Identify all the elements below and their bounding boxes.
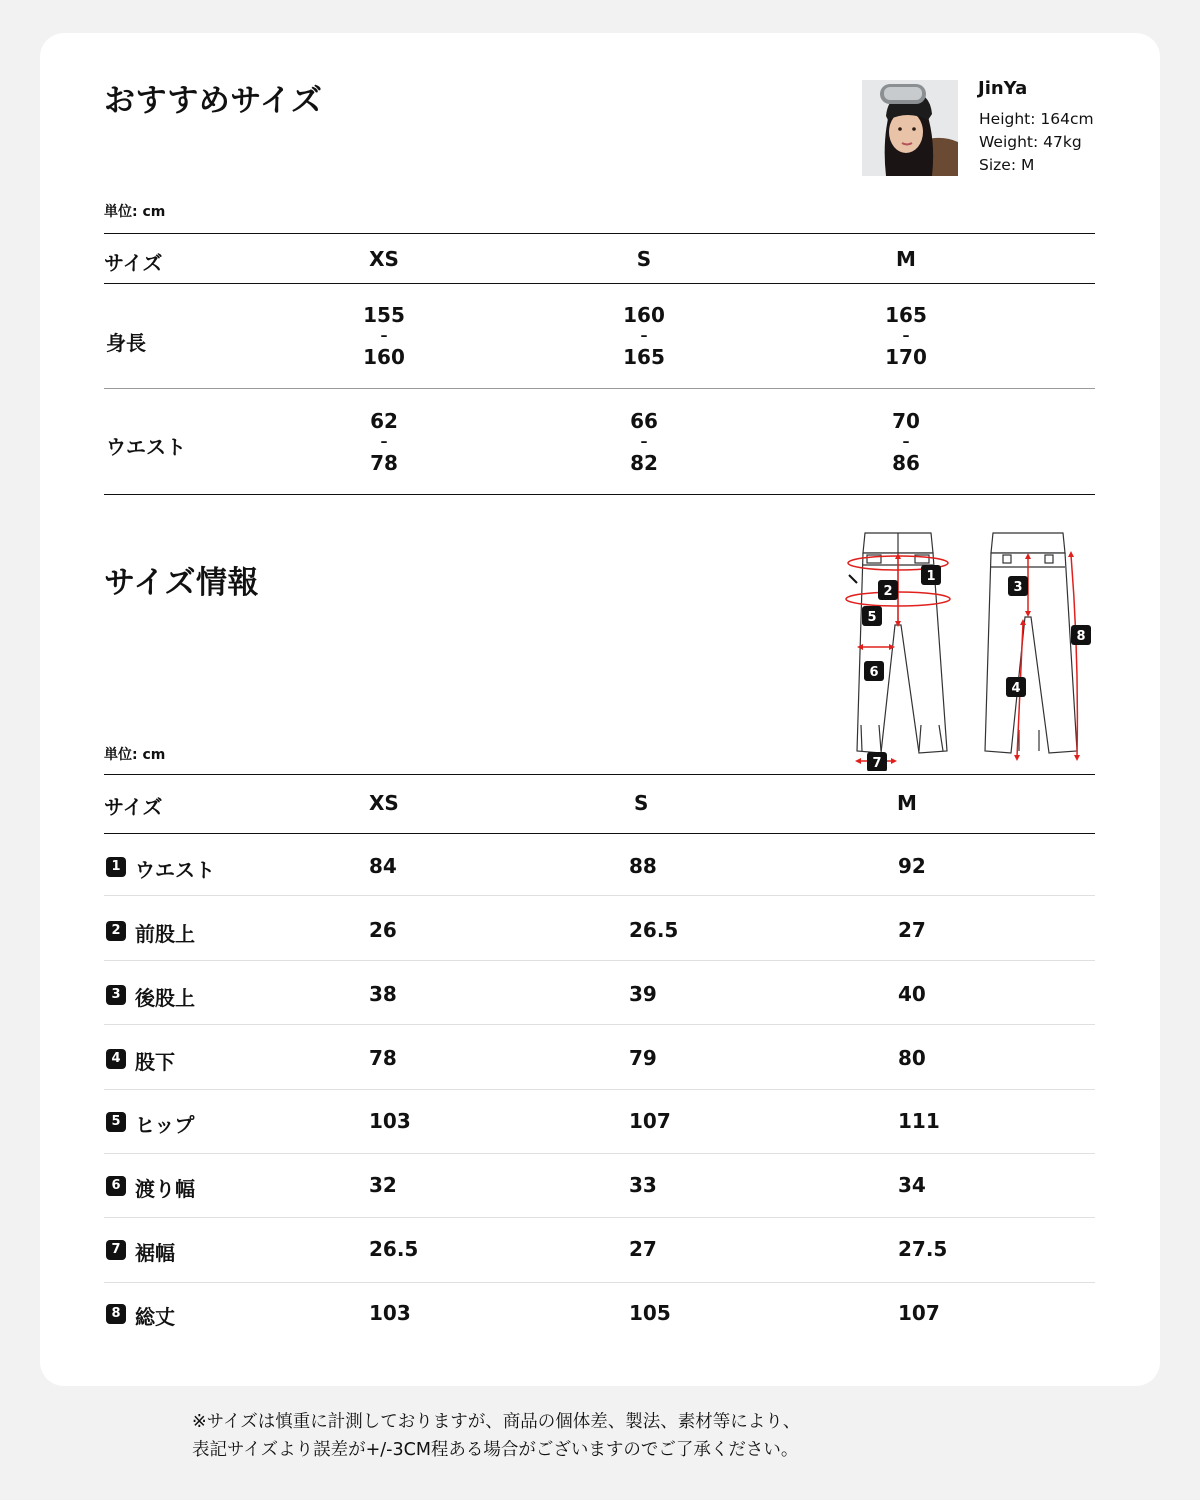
number-7-badge-icon: 7 [106,1240,126,1260]
value-s: 79 [629,1046,657,1070]
model-name: JinYa [978,78,1028,99]
pants-front-diagram [835,525,965,771]
value-xs: 103 [369,1301,411,1325]
value-s: 27 [629,1237,657,1261]
divider [104,233,1095,234]
height-range-m [885,305,927,368]
row-label-hip [106,1109,194,1138]
divider [104,833,1095,834]
range-dash: – [902,434,910,450]
divider [104,283,1095,284]
range-min: 155 [363,303,405,327]
number-3-badge-icon: 3 [106,985,126,1005]
range-max: 82 [630,451,658,475]
recommended-size-title: おすすめサイズ [104,83,323,119]
svg-text:6: 6 [869,665,879,680]
divider [104,1217,1095,1218]
range-max: 78 [370,451,398,475]
value-xs: 84 [369,854,397,878]
range-max: 165 [623,345,665,369]
header-s: S [636,247,652,271]
number-6-badge-icon: 6 [106,1176,126,1196]
divider [104,895,1095,896]
waist-range-m [892,411,920,474]
row-label-height: 身長 [106,331,146,355]
value-m: 80 [898,1046,926,1070]
model-weight: Weight: 47kg [979,133,1082,151]
model-photo [862,80,958,176]
range-min: 66 [630,409,658,433]
pants-back-diagram [975,525,1105,771]
value-s: 105 [629,1301,671,1325]
svg-text:8: 8 [1076,629,1086,644]
row-label-waist [106,854,215,883]
header-size: サイズ [104,251,163,275]
svg-text:1: 1 [926,569,936,584]
header-m: M [897,791,917,815]
number-4-badge-icon: 4 [106,1049,126,1069]
height-range-xs [363,305,405,368]
size-chart-card [40,33,1160,1386]
svg-text:5: 5 [867,610,877,625]
model-portrait-icon [862,80,958,176]
size-info-unit-label: 単位: cm [104,747,166,763]
value-s: 33 [629,1173,657,1197]
disclaimer-line-1: ※サイズは慎重に計測しておりますが、商品の個体差、製法、素材等により、 [192,1412,801,1432]
row-label-text: 後股上 [135,986,195,1010]
value-s: 88 [629,854,657,878]
model-size: Size: M [979,156,1035,174]
divider [104,1153,1095,1154]
row-label-total-length [106,1301,175,1330]
row-label-text: ヒップ [135,1113,195,1137]
number-8-badge-icon: 8 [106,1304,126,1324]
value-m: 40 [898,982,926,1006]
row-label-back-rise [106,982,195,1011]
range-dash: – [640,328,648,344]
svg-text:4: 4 [1011,681,1021,696]
value-s: 107 [629,1109,671,1133]
divider [104,494,1095,495]
row-label-text: 股下 [135,1050,175,1074]
row-label-text: 前股上 [135,922,195,946]
svg-text:3: 3 [1013,580,1023,595]
svg-text:7: 7 [872,756,882,771]
range-dash: – [380,434,388,450]
range-dash: – [640,434,648,450]
range-dash: – [902,328,910,344]
value-xs: 103 [369,1109,411,1133]
value-s: 26.5 [629,918,679,942]
value-m: 92 [898,854,926,878]
number-2-badge-icon: 2 [106,921,126,941]
row-label-hem [106,1237,175,1266]
range-dash: – [380,328,388,344]
row-label-inseam [106,1046,175,1075]
range-max: 170 [885,345,927,369]
value-m: 27 [898,918,926,942]
row-label-front-rise [106,918,195,947]
size-info-title: サイズ情報 [104,565,260,601]
model-height: Height: 164cm [979,110,1094,128]
range-min: 160 [623,303,665,327]
value-m: 107 [898,1301,940,1325]
divider [104,1024,1095,1025]
waist-range-s [630,411,658,474]
row-label-text: 渡り幅 [135,1177,195,1201]
number-1-badge-icon: 1 [106,857,126,877]
range-max: 160 [363,345,405,369]
header-size: サイズ [104,795,163,819]
range-min: 165 [885,303,927,327]
range-min: 70 [892,409,920,433]
row-label-thigh [106,1173,195,1202]
height-range-s [623,305,665,368]
divider [104,388,1095,389]
divider [104,774,1095,775]
header-xs: XS [369,791,399,815]
row-label-text: ウエスト [135,858,215,882]
value-xs: 78 [369,1046,397,1070]
header-m: M [896,247,916,271]
divider [104,1089,1095,1090]
range-min: 62 [370,409,398,433]
row-label-text: 総丈 [135,1305,175,1329]
number-5-badge-icon: 5 [106,1112,126,1132]
svg-text:2: 2 [883,584,893,599]
value-xs: 26 [369,918,397,942]
divider [104,1282,1095,1283]
header-s: S [634,791,649,815]
header-xs: XS [369,247,399,271]
range-max: 86 [892,451,920,475]
value-xs: 32 [369,1173,397,1197]
row-label-waist: ウエスト [106,435,186,459]
value-m: 111 [898,1109,940,1133]
recommended-unit-label: 単位: cm [104,204,166,220]
disclaimer-line-2: 表記サイズより誤差が+/-3CM程ある場合がございますのでご了承ください。 [192,1440,799,1460]
divider [104,960,1095,961]
waist-range-xs [370,411,398,474]
value-xs: 26.5 [369,1237,419,1261]
value-s: 39 [629,982,657,1006]
value-m: 34 [898,1173,926,1197]
value-m: 27.5 [898,1237,948,1261]
row-label-text: 裾幅 [135,1241,175,1265]
value-xs: 38 [369,982,397,1006]
